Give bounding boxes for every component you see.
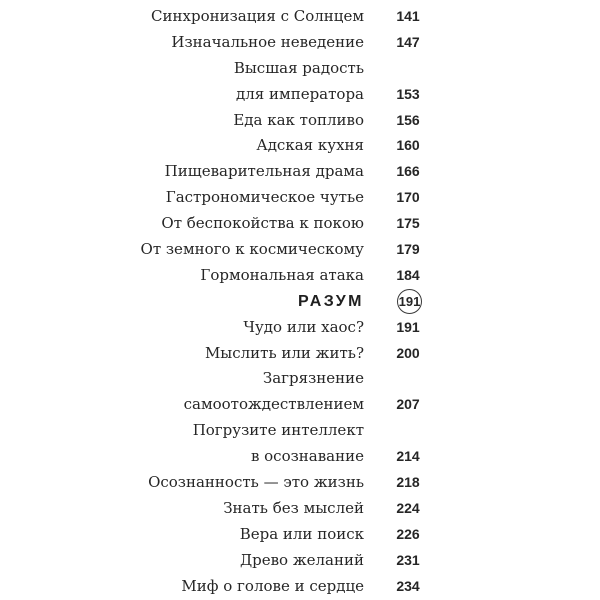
toc-entry	[0, 30, 600, 56]
toc-list	[0, 4, 600, 599]
toc-entry-title: Загрязнение	[262, 369, 364, 388]
toc-entry-title: Пищеварительная драма	[164, 162, 364, 181]
toc-entry	[0, 56, 600, 82]
toc-entry-page: 156	[396, 111, 420, 128]
toc-entry-title: Адская кухня	[256, 136, 364, 155]
toc-entry-title: Изначальное неведение	[171, 32, 364, 51]
toc-entry-page: 166	[396, 163, 420, 180]
toc-entry-page: 160	[396, 137, 420, 154]
toc-entry-page: 141	[396, 8, 420, 24]
toc-entry-title: Синхронизация с Солнцем	[151, 7, 364, 25]
toc-entry-page: 226	[396, 525, 420, 542]
toc-entry	[0, 496, 600, 522]
section-title: РАЗУМ	[297, 292, 364, 310]
toc-entry-page: 200	[396, 344, 420, 361]
toc-entry	[0, 366, 600, 392]
toc-entry	[0, 470, 600, 496]
section-page-circled: 191	[397, 289, 422, 314]
toc-entry-title: Погрузите интеллект	[192, 421, 364, 440]
toc-entry-page: 218	[396, 474, 420, 491]
toc-entry-title: Гормональная атака	[200, 265, 364, 284]
toc-entry	[0, 444, 600, 470]
toc-entry-title: Знать без мыслей	[223, 498, 364, 517]
toc-entry-page: 175	[396, 215, 420, 232]
toc-entry-page: 170	[396, 189, 420, 206]
toc-entry-title: Древо желаний	[239, 550, 364, 569]
toc-entry	[0, 108, 600, 134]
toc-entry-page: 231	[396, 551, 420, 568]
toc-entry	[0, 522, 600, 548]
toc-entry-title: Гастрономическое чутье	[165, 188, 364, 207]
toc-entry	[0, 82, 600, 108]
toc-entry-page: 179	[396, 241, 420, 258]
toc-section-heading	[0, 289, 600, 315]
toc-entry-page: 191	[396, 318, 420, 335]
toc-entry-page: 234	[396, 577, 420, 594]
toc-entry-page: 184	[396, 266, 420, 283]
toc-entry-page: 153	[396, 85, 420, 102]
toc-entry-title: Осознанность — это жизнь	[148, 473, 364, 492]
toc-entry-title: От земного к космическому	[140, 240, 364, 259]
toc-entry-title: Чудо или хаос?	[243, 317, 364, 336]
toc-entry-title: Еда как топливо	[233, 110, 364, 129]
toc-entry	[0, 4, 600, 30]
toc-entry	[0, 263, 600, 289]
toc-entry	[0, 392, 600, 418]
toc-entry-page: 224	[396, 499, 420, 516]
toc-entry	[0, 185, 600, 211]
toc-entry	[0, 574, 600, 600]
toc-entry	[0, 341, 600, 367]
toc-entry	[0, 159, 600, 185]
toc-entry	[0, 133, 600, 159]
toc-entry-title: самоотождествлением	[183, 395, 364, 414]
toc-entry-title: Миф о голове и сердце	[181, 576, 364, 595]
toc-entry	[0, 548, 600, 574]
toc-entry-page: 214	[396, 448, 420, 465]
toc-entry-title: для императора	[236, 84, 364, 103]
toc-entry-title: Высшая радость	[233, 58, 364, 77]
toc-entry-title: в осознавание	[250, 447, 364, 466]
toc-entry	[0, 418, 600, 444]
toc-entry-title: Мыслить или жить?	[204, 343, 364, 362]
toc-entry-title: От беспокойства к покою	[161, 214, 364, 233]
toc-entry-page: 147	[396, 33, 420, 50]
toc-entry	[0, 237, 600, 263]
toc-entry	[0, 211, 600, 237]
toc-entry	[0, 315, 600, 341]
toc-entry-page: 207	[396, 396, 420, 413]
toc-entry-title: Вера или поиск	[239, 524, 364, 543]
